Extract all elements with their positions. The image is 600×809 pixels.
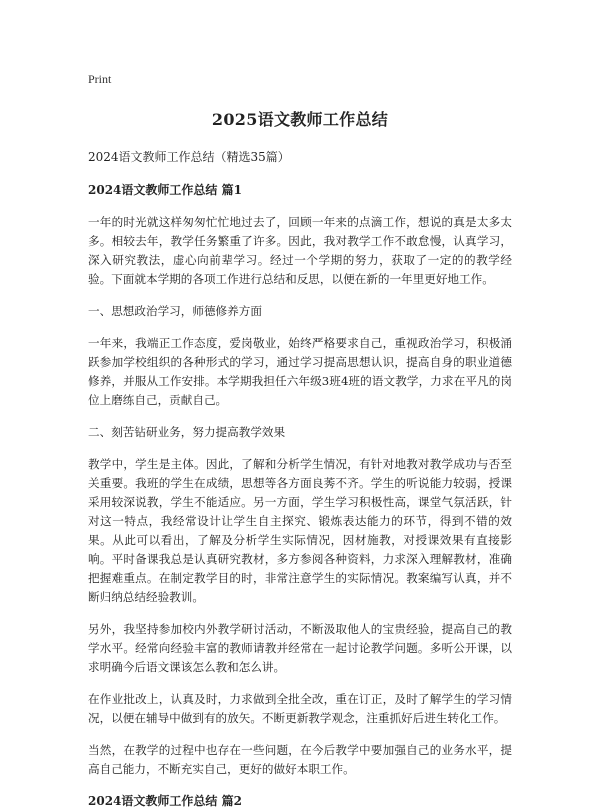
page-title: 2025语文教师工作总结 xyxy=(211,110,389,129)
sub-heading-teaching: 二、刻苦钻研业务，努力提高教学效果 xyxy=(88,425,286,439)
section-heading-1: 2024语文教师工作总结 篇1 xyxy=(88,183,242,197)
paragraph-research: 另外，我坚持参加校内外教学研讨活动，不断汲取他人的宝贵经验，提高自己的教学水平。经常向经验丰富的教师请教并经常在一起讨论教学问题。多听公开课，以求明确今后语文课该怎么教和怎么讲。 xyxy=(88,622,512,674)
paragraph-teaching: 教学中，学生是主体。因此，了解和分析学生情况，有针对地教对教学成功与否至关重要。我班的学生在成绩，思想等各方面良莠不齐。学生的听说能力较弱，授课采用较深说教，学生不能适应。另一方面，学生学习积极性高，课堂气氛活跃，针对这一特点，我经常设计让学生自主探究、锻炼表达能力的环节，得到不错的效果。从此可以看出，了解及分析学生实际情况，因材施教，对授课效果有直接影响。平时备课我总是认真研究教材，多方参阅各种资料，力求深入理解教材，准确把握难重点。在制定教学目的时，非常注意学生的实际情况。教案编写认真，并不断归纳总结经验教训。 xyxy=(88,457,512,604)
paragraph-politics: 一年来，我端正工作态度，爱岗敬业，始终严格要求自己，重视政治学习，积极涌跃参加学校组织的各种形式的学习，通过学习提高思想认识，提高自身的职业道德修养，并服从工作安排。本学期我担任六年级3班4班的语文教学，力求在平凡的岗位上磨练自己，贡献自己。 xyxy=(88,336,512,407)
paragraph-conclusion: 当然，在教学的过程中也存在一些问题，在今后教学中要加强自己的业务水平，提高自己能力，不断充实自己，更好的做好本职工作。 xyxy=(88,743,512,776)
sub-heading-politics: 一、思想政治学习，师德修养方面 xyxy=(88,304,262,318)
section-heading-2: 2024语文教师工作总结 篇2 xyxy=(88,794,242,808)
document-subtitle: 2024语文教师工作总结（精选35篇） xyxy=(88,150,290,164)
paragraph-intro: 一年的时光就这样匆匆忙忙地过去了，回顾一年来的点滴工作，想说的真是太多太多。相较去年，教学任务繁重了许多。因此，我对教学工作不敢怠慢，认真学习，深入研究教法，虚心向前辈学习。经过一个学期的努力，获取了一定的的教学经验。下面就本学期的各项工作进行总结和反思，以便在新的一年里更好地工作。 xyxy=(88,215,512,286)
print-link[interactable]: Print xyxy=(88,72,112,86)
paragraph-homework: 在作业批改上，认真及时，力求做到全批全改，重在订正，及时了解学生的学习情况，以便在辅导中做到有的放矢。不断更新教学观念，注重抓好后进生转化工作。 xyxy=(88,692,512,725)
